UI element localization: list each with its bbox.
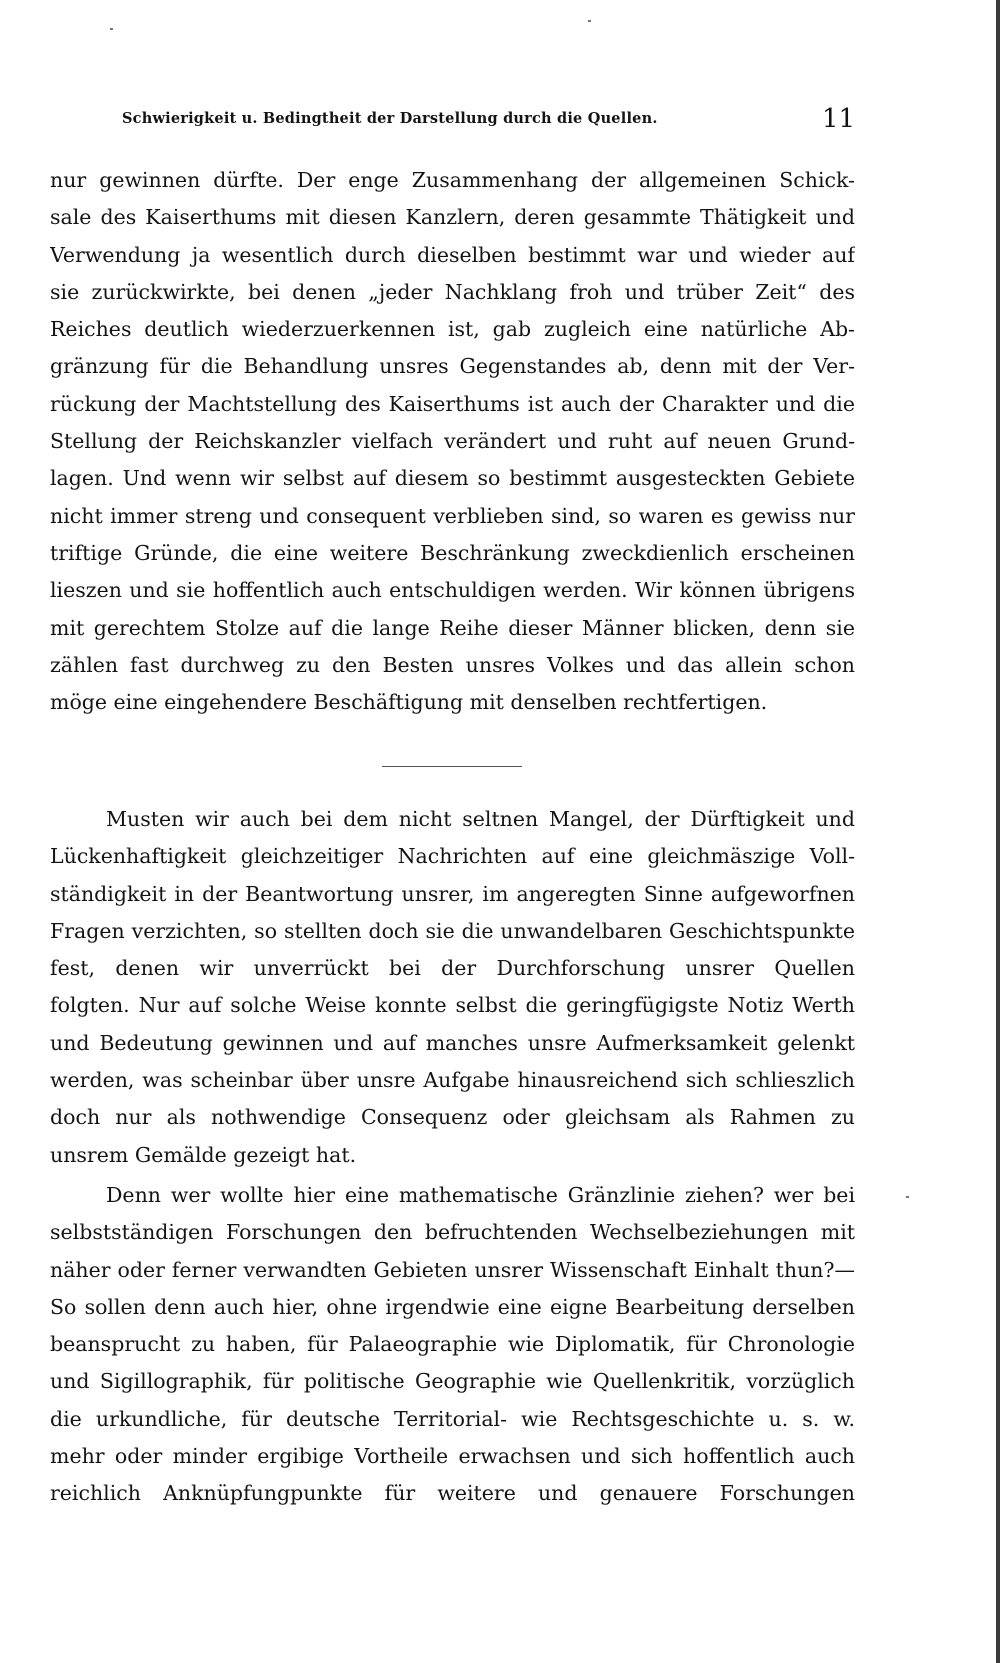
scan-speck bbox=[588, 20, 591, 22]
text-line: fest, denen wir unverrückt bei der Durchforschung unsrer Quellen bbox=[50, 956, 855, 981]
text-line: möge eine eingehendere Beschäftigung mit denselben rechtfertigen. bbox=[50, 690, 768, 715]
text-line: näher oder ferner verwandten Gebieten unsrer Wissenschaft Einhalt thun?— bbox=[50, 1257, 855, 1282]
text-line: Reiches deutlich wiederzuerkennen ist, gab zugleich eine natürliche Ab- bbox=[50, 317, 855, 342]
text-line: selbstständigen Forschungen den befruchtenden Wechselbeziehungen mit bbox=[50, 1220, 855, 1245]
text-line: beansprucht zu haben, für Palaeographie wie Diplomatik, für Chronologie bbox=[50, 1332, 855, 1357]
page-number: 11 bbox=[822, 104, 856, 134]
text-line: sale des Kaiserthums mit diesen Kanzlern, deren gesammte Thätigkeit und bbox=[50, 205, 855, 230]
text-line: doch nur als nothwendige Consequenz oder gleichsam als Rahmen zu bbox=[50, 1105, 855, 1130]
text-line: mehr oder minder ergibige Vortheile erwachsen und sich hoffentlich auch bbox=[50, 1444, 855, 1469]
text-line: lieszen und sie hoffentlich auch entschuldigen werden. Wir können übrigens bbox=[50, 578, 855, 603]
text-line: Musten wir auch bei dem nicht seltnen Mangel, der Dürftigkeit und bbox=[106, 807, 855, 831]
paragraph-3 bbox=[50, 1177, 855, 1513]
paragraph-1 bbox=[50, 162, 855, 721]
text-line: nicht immer streng und consequent verblieben sind, so waren es gewiss nur bbox=[50, 503, 855, 528]
text-line: und Bedeutung gewinnen und auf manches unsre Aufmerksamkeit gelenkt bbox=[50, 1030, 855, 1055]
text-line: Stellung der Reichskanzler vielfach verändert und ruht auf neuen Grund- bbox=[50, 429, 855, 454]
text-line: unsrem Gemälde gezeigt hat. bbox=[50, 1142, 357, 1167]
text-line: gränzung für die Behandlung unsres Gegenstandes ab, denn mit der Ver- bbox=[50, 354, 855, 379]
text-line: folgten. Nur auf solche Weise konnte selbst die geringfügigste Notiz Werth bbox=[50, 993, 855, 1018]
text-line: die urkundliche, für deutsche Territorial- wie Rechtsgeschichte u. s. w. bbox=[50, 1406, 855, 1431]
text-line: Fragen verzichten, so stellten doch sie die unwandelbaren Geschichtspunkte bbox=[50, 918, 855, 943]
text-line: werden, was scheinbar über unsre Aufgabe hinausreichend sich schlieszlich bbox=[50, 1068, 855, 1093]
text-line: und Sigillographik, für politische Geographie wie Quellenkritik, vorzüglich bbox=[50, 1369, 855, 1394]
text-line: Denn wer wollte hier eine mathematische Gränzlinie ziehen? wer bei bbox=[106, 1183, 855, 1207]
section-divider bbox=[382, 766, 522, 767]
scan-speck bbox=[906, 1196, 909, 1198]
scan-speck bbox=[110, 28, 113, 30]
text-line: nur gewinnen dürfte. Der enge Zusammenhang der allgemeinen Schick- bbox=[50, 168, 855, 192]
text-line: So sollen denn auch hier, ohne irgendwie eine eigne Bearbeitung derselben bbox=[50, 1294, 855, 1319]
text-line: rückung der Machtstellung des Kaiserthums ist auch der Charakter und die bbox=[50, 391, 855, 416]
paragraph-2 bbox=[50, 801, 855, 1174]
text-line: mit gerechtem Stolze auf die lange Reihe dieser Männer blicken, denn sie bbox=[50, 615, 855, 640]
text-line: sie zurückwirkte, bei denen „jeder Nachklang froh und trüber Zeit“ des bbox=[50, 279, 855, 304]
text-line: lagen. Und wenn wir selbst auf diesem so bestimmt ausgesteckten Gebiete bbox=[50, 466, 855, 491]
text-line: ständigkeit in der Beantwortung unsrer, im angeregten Sinne aufgeworfnen bbox=[50, 881, 855, 906]
running-head: Schwierigkeit u. Bedingtheit der Darstellung durch die Quellen. bbox=[122, 110, 658, 127]
scan-edge-shadow bbox=[996, 0, 1000, 1663]
text-line: reichlich Anknüpfungpunkte für weitere und genauere Forschungen bbox=[50, 1481, 855, 1506]
text-line: Lückenhaftigkeit gleichzeitiger Nachrichten auf eine gleichmäszige Voll- bbox=[50, 844, 855, 869]
text-line: triftige Gründe, die eine weitere Beschränkung zweckdienlich erscheinen bbox=[50, 540, 855, 565]
text-line: zählen fast durchweg zu den Besten unsres Volkes und das allein schon bbox=[50, 652, 855, 677]
text-line: Verwendung ja wesentlich durch dieselben bestimmt war und wieder auf bbox=[50, 242, 855, 267]
